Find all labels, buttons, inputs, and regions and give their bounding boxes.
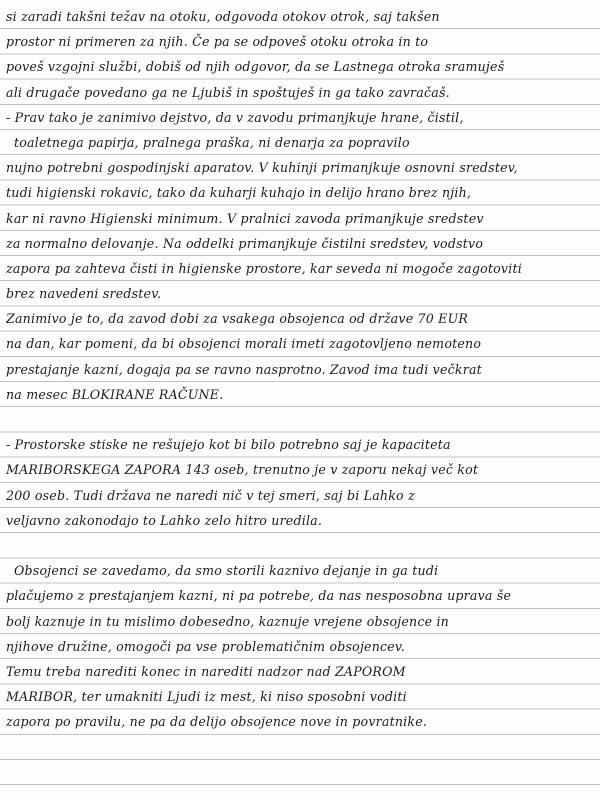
text-line: zapora pa zahteva čisti in higienske prostore, kar seveda ni mogoče zagotoviti xyxy=(6,260,522,276)
text-line: poveš vzgojni službi, dobiš od njih odgovor, da se Lastnega otroka sramuješ xyxy=(6,59,505,75)
text-line: na dan, kar pomeni, da bi obsojenci morali imeti zagotovljeno nemoteno xyxy=(6,336,482,352)
blank-line xyxy=(6,407,590,432)
text-line: MARIBORSKEGA ZAPORA 143 oseb, trenutno je v zaporu nekaj več kot xyxy=(6,462,479,478)
text-line: tudi higienski rokavic, tako da kuharji kuhajo in delijo hrano brez njih, xyxy=(6,185,472,201)
text-line: MARIBOR, ter umakniti Ljudi iz mest, ki niso sposobni voditi xyxy=(6,689,407,705)
text-line: brez navedeni sredstev. xyxy=(6,286,162,302)
text-line: si zaradi takšni težav na otoku, odgovoda otokov otrok, saj takšen xyxy=(6,9,440,24)
text-line: 200 oseb. Tudi država ne naredi nič v tej smeri, saj bi Lahko z xyxy=(6,487,415,503)
text-line: na mesec BLOKIRANE RAČUNE. xyxy=(6,386,224,402)
text-line: plačujemo z prestajanjem kazni, ni pa potrebe, da nas nesposobna uprava še xyxy=(6,588,512,604)
text-line: prestajanje kazni, dogaja pa se ravno nasprotno. Zavod ima tudi večkrat xyxy=(6,361,482,377)
text-line: Zanimivo je to, da zavod dobi za vsakega obsojenca od države 70 EUR xyxy=(6,311,469,327)
text-line: nujno potrebni gospodinjski aparatov. V kuhinji primanjkuje osnovni sredstev, xyxy=(6,160,518,176)
text-line: toaletnega papirja, pralnega praška, ni denarja za popravilo xyxy=(14,134,410,150)
text-line: Obsojenci se zavedamo, da smo storili kaznivo dejanje in ga tudi xyxy=(14,563,439,579)
text-line: bolj kaznuje in tu mislimo dobesedno, kaznuje vrejene obsojence in xyxy=(6,613,449,629)
text-line: ali drugače povedano ga ne Ljubiš in spoštuješ in ga tako zavračaš. xyxy=(6,84,450,100)
text-line: - Prostorske stiske ne rešujejo kot bi bilo potrebno saj je kapaciteta xyxy=(6,437,451,453)
text-line: za normalno delovanje. Na oddelki primanjkuje čistilni sredstev, vodstvo xyxy=(6,235,484,251)
handwritten-text xyxy=(6,4,590,734)
text-line: - Prav tako je zanimivo dejstvo, da v zavodu primanjkuje hrane, čistil, xyxy=(6,109,464,125)
text-line: kar ni ravno Higienski minimum. V pralnici zavoda primanjkuje sredstev xyxy=(6,210,484,226)
text-line: zapora po pravilu, ne pa da delijo obsojence nove in povratnike. xyxy=(6,714,428,730)
text-line: prostor ni primeren za njih. Če pa se odpoveš otoku otroka in to xyxy=(6,34,429,50)
text-line: Temu treba narediti konec in narediti nadzor nad ZAPOROM xyxy=(6,663,406,679)
text-line: njihove družine, omogoči pa vse problematičnim obsojencev. xyxy=(6,638,405,654)
blank-line xyxy=(6,533,590,558)
text-line: veljavno zakonodajo to Lahko zelo hitro uredila. xyxy=(6,512,323,528)
